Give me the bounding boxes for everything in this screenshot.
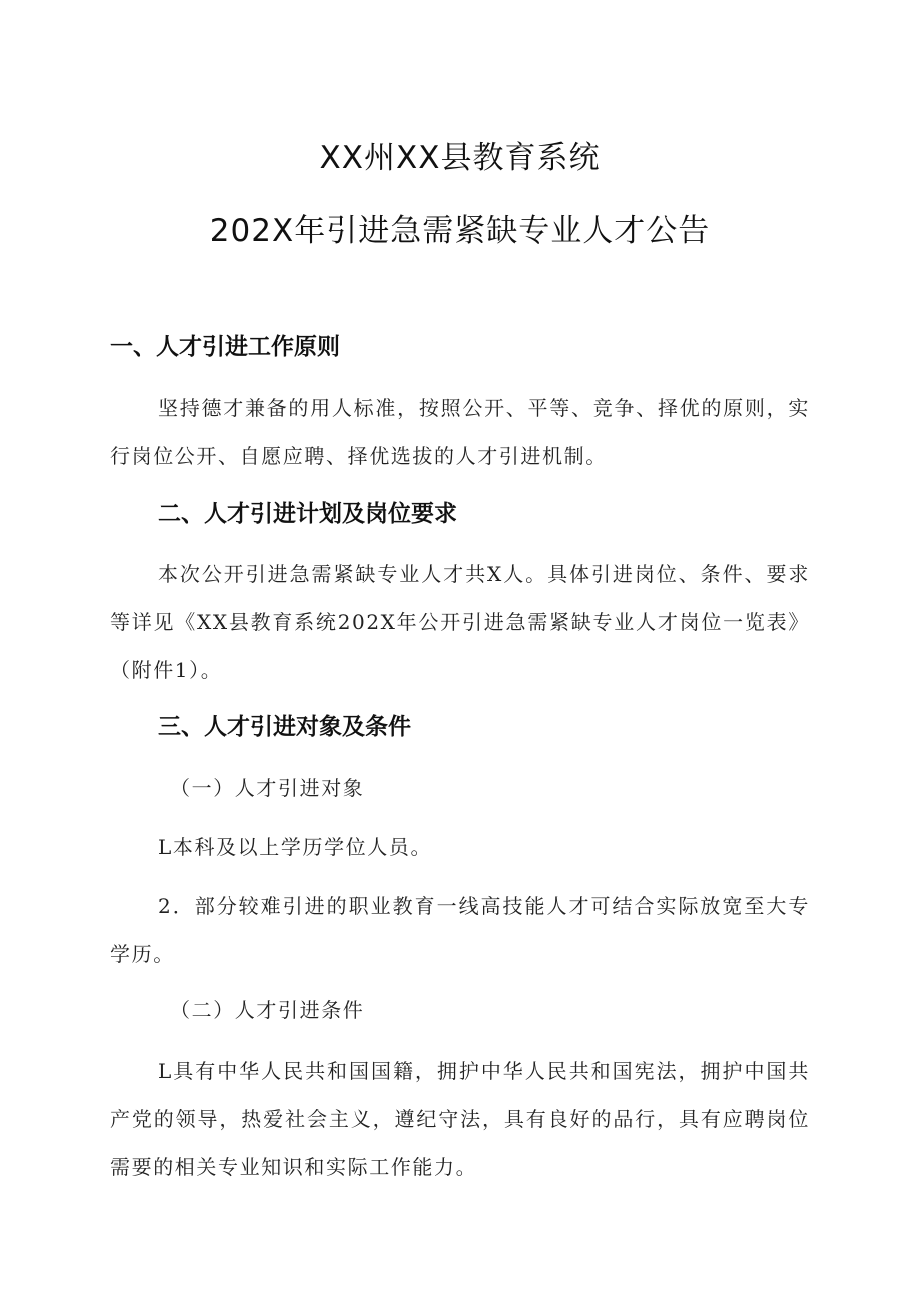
subsection-1-heading: （一）人才引进对象 xyxy=(170,776,365,800)
section-1-paragraph: 坚持德才兼备的用人标准，按照公开、平等、竞争、择优的原则，实行岗位公开、自愿应聘、择优选拔的人才引进机制。 xyxy=(110,396,810,468)
section-1-heading: 一、人才引进工作原则 xyxy=(110,334,340,360)
section-2-heading: 二、人才引进计划及岗位要求 xyxy=(158,501,457,527)
list-item-2: 2．部分较难引进的职业教育一线高技能人才可结合实际放宽至大专学历。 xyxy=(110,894,810,966)
subsection-2-heading: （二）人才引进条件 xyxy=(170,998,365,1022)
document-title-line-2: 202X年引进急需紧缺专业人才公告 xyxy=(209,213,711,249)
list-item-1: L本科及以上学历学位人员。 xyxy=(158,835,433,859)
section-3-heading: 三、人才引进对象及条件 xyxy=(158,714,411,740)
document-title-line-1: XX州XX县教育系统 xyxy=(319,140,601,176)
section-2-paragraph: 本次公开引进急需紧缺专业人才共X人。具体引进岗位、条件、要求等详见《XX县教育系统202X年公开引进急需紧缺专业人才岗位一览表》（附件1）。 xyxy=(110,562,810,682)
list-item-3: L具有中华人民共和国国籍，拥护中华人民共和国宪法，拥护中国共产党的领导，热爱社会主义，遵纪守法，具有良好的品行，具有应聘岗位需要的相关专业知识和实际工作能力。 xyxy=(110,1059,810,1179)
